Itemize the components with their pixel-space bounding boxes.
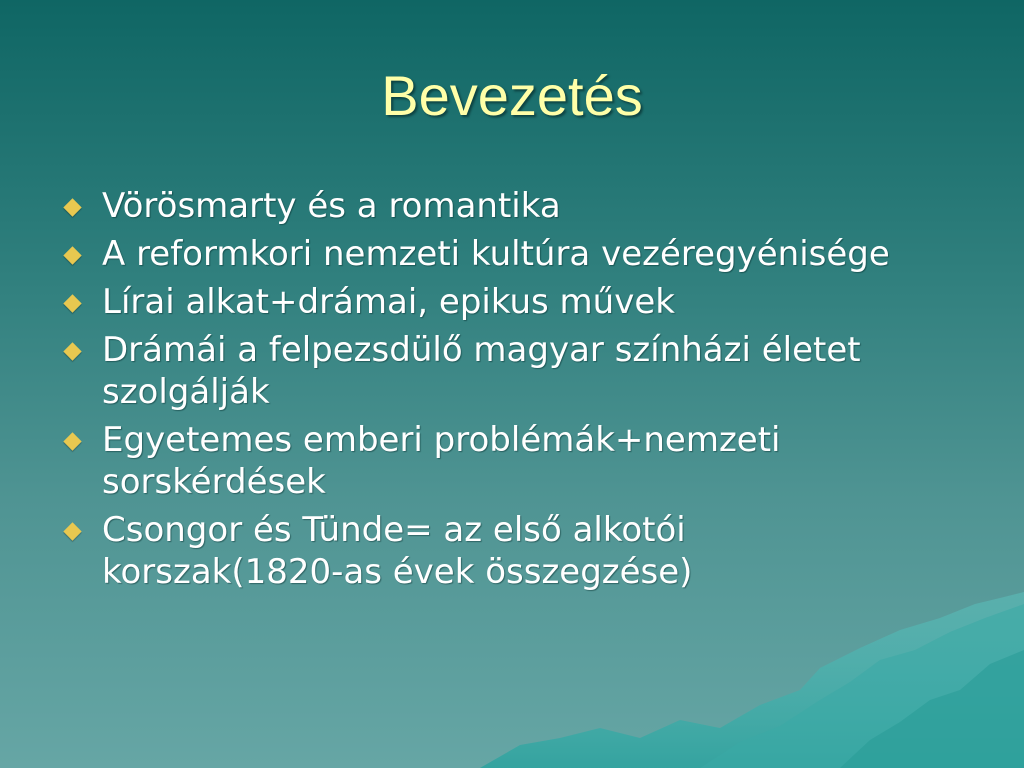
diamond-bullet-icon [63,432,81,450]
diamond-bullet-icon [63,246,81,264]
diamond-bullet-icon [63,294,81,312]
diamond-bullet-icon [63,522,81,540]
bullet-item [64,281,914,323]
bullet-item [64,509,914,593]
bullet-item [64,233,914,275]
diamond-bullet-icon [63,342,81,360]
bullet-item [64,185,914,227]
bullet-text: Lírai alkat+drámai, epikus művek [102,282,675,322]
bullet-text: Drámái a felpezsdülő magyar színházi életet szolgálják [102,330,861,412]
bullet-list [64,185,914,599]
bullet-item [64,419,914,503]
diamond-bullet-icon [63,198,81,216]
bullet-item [64,329,914,413]
bullet-text: A reformkori nemzeti kultúra vezéregyénisége [102,234,890,274]
bullet-text: Egyetemes emberi problémák+nemzeti sorskérdések [102,420,781,502]
slide-title: Bevezetés [381,64,643,127]
bullet-text: Vörösmarty és a romantika [102,186,561,226]
bullet-text: Csongor és Tünde= az első alkotói korszak(1820-as évek összegzése) [102,510,693,592]
